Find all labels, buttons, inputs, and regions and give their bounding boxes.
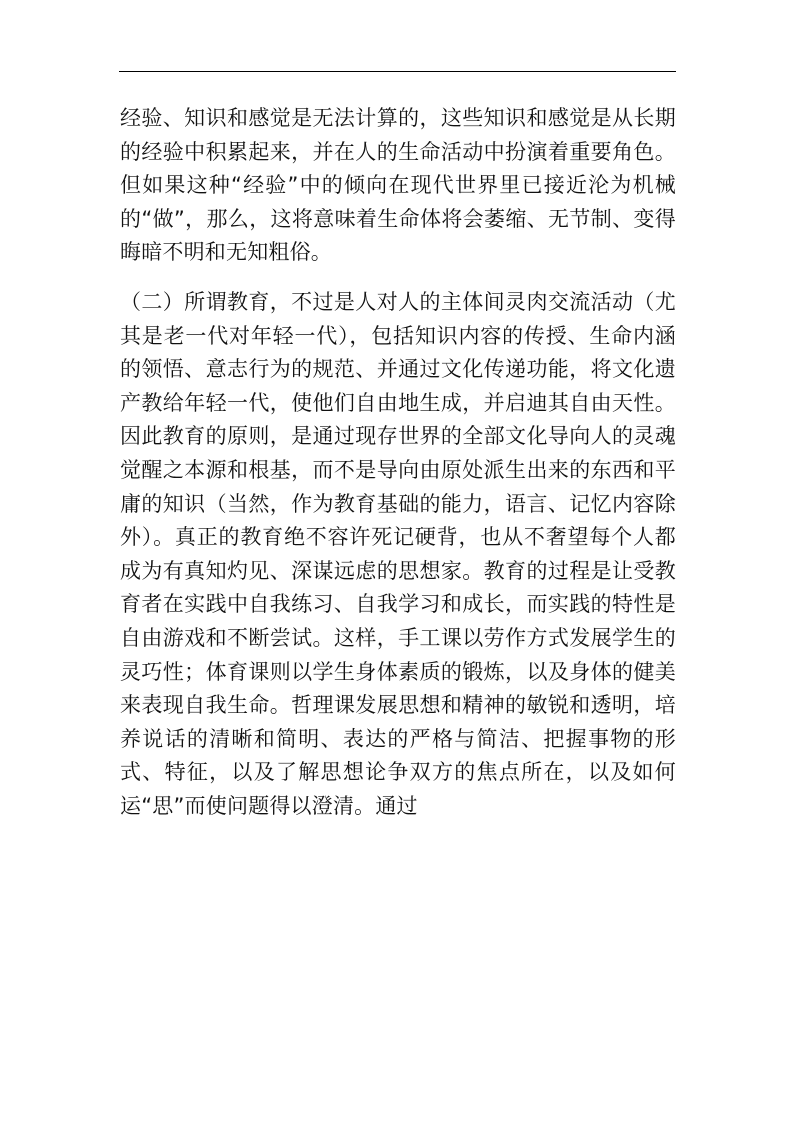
header-rule bbox=[119, 71, 676, 72]
paragraph-education: （二）所谓教育，不过是人对人的主体间灵肉交流活动（尤其是老一代对年轻一代），包括知识内容的传授、生命内涵的领悟、意志行为的规范、并通过文化传递功能，将文化遗产教给年轻一代，使他们自由地生成，并启迪其自由天性。因此教育的原则，是通过现存世界的全部文化导向人的灵魂觉醒之本源和根基，而不是导向由原处派生出来的东西和平庸的知识（当然，作为教育基础的能力，语言、记忆内容除外）。真正的教育绝不容许死记硬背，也从不奢望每个人都成为有真知灼见、深谋远虑的思想家。教育的过程是让受教育者在实践中自我练习、自我学习和成长，而实践的特性是自由游戏和不断尝试。这样，手工课以劳作方式发展学生的灵巧性；体育课则以学生身体素质的锻炼，以及身体的健美来表现自我生命。哲理课发展思想和精神的敏锐和透明，培养说话的清晰和简明、表达的严格与简洁、把握事物的形式、特征，以及了解思想论争双方的焦点所在，以及如何运“思”而使问题得以澄清。通过 bbox=[120, 289, 676, 818]
page-body bbox=[120, 102, 676, 823]
paragraph-experience: 经验、知识和感觉是无法计算的，这些知识和感觉是从长期的经验中积累起来，并在人的生命活动中扮演着重要角色。但如果这种“经验”中的倾向在现代世界里已接近沦为机械的“做”，那么，这将意味着生命体将会萎缩、无节制、变得晦暗不明和无知粗俗。 bbox=[120, 106, 676, 265]
